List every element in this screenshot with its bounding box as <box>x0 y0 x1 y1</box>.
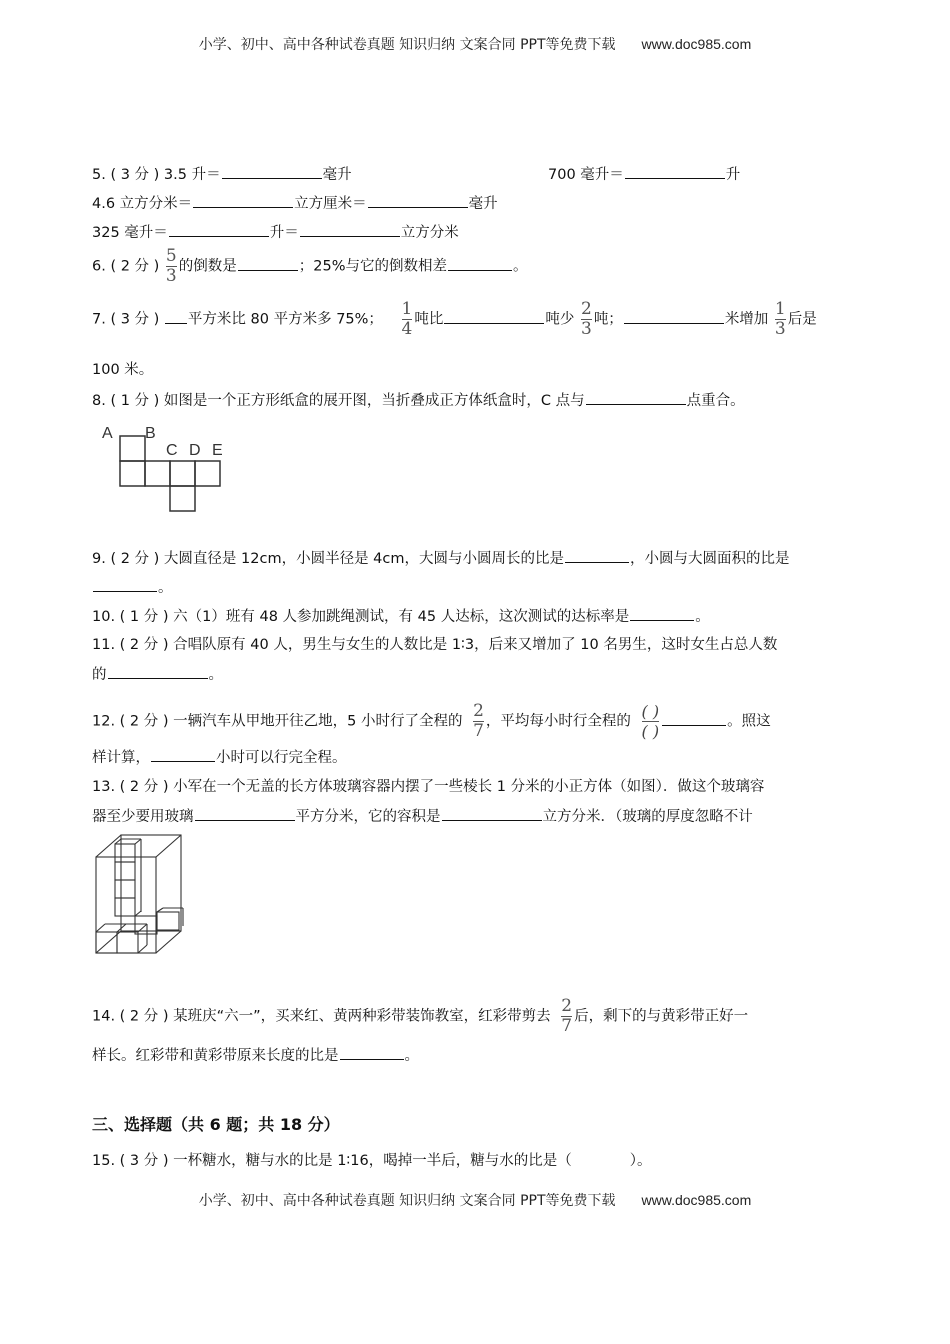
q9-line2 <box>92 577 173 598</box>
q7-text: 7. ( 3 分 ) <box>92 311 164 328</box>
container-back-face <box>121 835 181 931</box>
q5-line2 <box>92 193 498 214</box>
q5-text: 升 <box>725 167 741 183</box>
net-square <box>195 461 220 486</box>
q12-text: 。照这 <box>727 713 771 730</box>
q9-line1 <box>92 548 790 569</box>
q14-text: 14. ( 2 分 ) 某班庆“六一”，买来红、黄两种彩带装饰教室，红彩带剪去 <box>92 1008 551 1025</box>
q6-text: 6. ( 2 分 ) <box>92 258 164 275</box>
answer-blank[interactable] <box>165 309 187 324</box>
answer-blank[interactable] <box>340 1045 404 1060</box>
page-footer <box>0 1190 950 1210</box>
answer-blank[interactable] <box>625 164 725 179</box>
answer-blank[interactable] <box>624 309 724 324</box>
q14-text: 后，剩下的与黄彩带正好一 <box>574 1008 749 1025</box>
q13-line1 <box>92 777 764 797</box>
q5-text: 升＝ <box>269 225 299 241</box>
q15-text: 15. ( 3 分 ) 一杯糖水，糖与水的比是 1∶16，喝掉一半后，糖与水的比是（ ）。 <box>92 1153 652 1169</box>
q6-text: 的倒数是 <box>178 258 237 275</box>
net-label-b: B <box>145 425 156 442</box>
q7-text: 吨比 <box>414 311 444 328</box>
q7-text: 米增加 <box>724 311 769 328</box>
q5-line1-right <box>548 164 740 185</box>
header-site: www.doc985.com <box>641 36 752 52</box>
q9-text: 9. ( 2 分 ) 大圆直径是 12cm，小圆半径是 4cm，大圆与小圆周长的比是 <box>92 551 565 567</box>
fraction: $\frac{1}{4}$ <box>401 299 413 339</box>
glass-container-figure <box>93 832 193 958</box>
q8-text: 8. ( 1 分 ) 如图是一个正方形纸盒的展开图，当折叠成正方体纸盒时，C 点与 <box>92 393 585 409</box>
q14-line1 <box>92 998 748 1035</box>
q13-text: 器至少要用玻璃 <box>92 809 194 825</box>
q6-text: 。 <box>512 258 528 275</box>
q7-text: 吨； <box>593 311 623 328</box>
cube-row <box>135 908 183 934</box>
answer-blank[interactable] <box>193 193 293 208</box>
q8-text: 点重合。 <box>686 393 745 409</box>
q5-text: 700 毫升＝ <box>548 167 624 183</box>
q9-text: ，小圆与大圆面积的比是 <box>630 551 790 567</box>
q12-text: 12. ( 2 分 ) 一辆汽车从甲地开往乙地，5 小时行了全程的 <box>92 713 463 730</box>
answer-blank[interactable] <box>448 256 512 271</box>
fraction: $\frac{1}{3}$ <box>774 299 786 339</box>
section-title: 三、选择题（共 6 题；共 18 分） <box>92 1115 340 1134</box>
answer-blank[interactable] <box>108 664 208 679</box>
fraction: $\frac{5}{3}$ <box>165 246 177 286</box>
cube-net-figure <box>100 422 235 517</box>
fraction: $\frac{2}{7}$ <box>561 996 573 1036</box>
answer-blank[interactable] <box>222 164 322 179</box>
q11-line1 <box>92 635 777 655</box>
q5-text: 325 毫升＝ <box>92 225 168 241</box>
page-header <box>0 34 950 54</box>
q6-line <box>92 248 527 285</box>
q5-text: 毫升 <box>468 196 498 212</box>
q7-text: 100 米。 <box>92 362 154 378</box>
answer-blank[interactable] <box>586 390 686 405</box>
q7-line2 <box>92 360 153 380</box>
answer-blank[interactable] <box>169 222 269 237</box>
q10-line <box>92 606 710 627</box>
q14-text: 样长。红彩带和黄彩带原来长度的比是 <box>92 1048 339 1064</box>
answer-blank[interactable] <box>368 193 468 208</box>
answer-blank[interactable] <box>300 222 400 237</box>
net-square <box>145 461 170 486</box>
q12-text: 样计算， <box>92 750 150 766</box>
q5-text: 4.6 立方分米＝ <box>92 196 193 212</box>
answer-blank[interactable] <box>151 747 215 762</box>
net-label-c: C <box>166 442 178 459</box>
answer-blank[interactable] <box>442 806 542 821</box>
footer-text: 小学、初中、高中各种试卷真题 知识归纳 文案合同 PPT等免费下载 <box>198 1193 616 1209</box>
answer-blank[interactable] <box>238 256 298 271</box>
fraction: $\frac{2}{7}$ <box>473 701 484 741</box>
q7-text: 吨少 <box>545 311 575 328</box>
cube-stack <box>115 839 141 916</box>
q5-text: 立方分米 <box>400 225 459 241</box>
q14-text: 。 <box>404 1048 419 1064</box>
q13-text: 13. ( 2 分 ) 小军在一个无盖的长方体玻璃容器内摆了一些棱长 1 分米的小正方体（如图）．做这个玻璃容 <box>92 779 765 795</box>
q7-text: 平方米比 80 平方米多 75%； <box>187 311 383 328</box>
q13-line2 <box>92 806 753 827</box>
answer-blank[interactable] <box>93 577 157 592</box>
q11-text: 的 <box>92 667 107 683</box>
fraction: $\frac{2}{3}$ <box>580 299 592 339</box>
q10-text: 10. ( 1 分 ) 六（1）班有 48 人参加跳绳测试，有 45 人达标，这次测试的达标率是 <box>92 609 630 625</box>
q15-line <box>92 1151 651 1171</box>
net-square <box>170 486 195 511</box>
q7-line1 <box>92 301 817 338</box>
answer-blank[interactable] <box>662 711 726 726</box>
net-label-a: A <box>102 425 113 442</box>
q13-text: 立方分米．（玻璃的厚度忽略不计 <box>542 809 753 825</box>
q11-text: 11. ( 2 分 ) 合唱队原有 40 人，男生与女生的人数比是 1∶3，后来又增加了 10 名男生，这时女生占总人数 <box>92 637 778 653</box>
q11-line2 <box>92 664 223 685</box>
q12-text: ，平均每小时行全程的 <box>485 713 631 730</box>
footer-site: www.doc985.com <box>641 1192 752 1208</box>
q13-text: 平方分米，它的容积是 <box>295 809 441 825</box>
q6-text: ；25%与它的倒数相差 <box>298 258 447 275</box>
net-label-d: D <box>189 442 201 459</box>
net-square <box>120 461 145 486</box>
q5-text: 立方厘米＝ <box>294 196 367 212</box>
q5-line1 <box>92 164 352 185</box>
q12-line2 <box>92 747 347 768</box>
fraction-placeholder: $\frac{( )}{( )}$ <box>641 702 660 741</box>
net-square <box>170 461 195 486</box>
header-text: 小学、初中、高中各种试卷真题 知识归纳 文案合同 PPT等免费下载 <box>198 37 616 53</box>
cube-front <box>96 924 147 953</box>
q7-text: 后是 <box>787 311 817 328</box>
net-label-e: E <box>212 442 223 459</box>
q12-line1 <box>92 703 771 740</box>
answer-blank[interactable] <box>195 806 295 821</box>
answer-blank[interactable] <box>630 606 694 621</box>
q8-line <box>92 390 745 411</box>
q11-text: 。 <box>208 667 223 683</box>
answer-blank[interactable] <box>444 309 544 324</box>
answer-blank[interactable] <box>565 548 629 563</box>
q5-line3 <box>92 222 459 243</box>
q5-text: 5. ( 3 分 ) 3.5 升＝ <box>92 167 221 183</box>
q5-text: 毫升 <box>322 167 352 183</box>
q12-text: 小时可以行完全程。 <box>216 750 347 766</box>
q14-line2 <box>92 1045 419 1066</box>
q10-text: 。 <box>695 609 710 625</box>
net-square <box>120 436 145 461</box>
q9-text: 。 <box>158 580 173 596</box>
